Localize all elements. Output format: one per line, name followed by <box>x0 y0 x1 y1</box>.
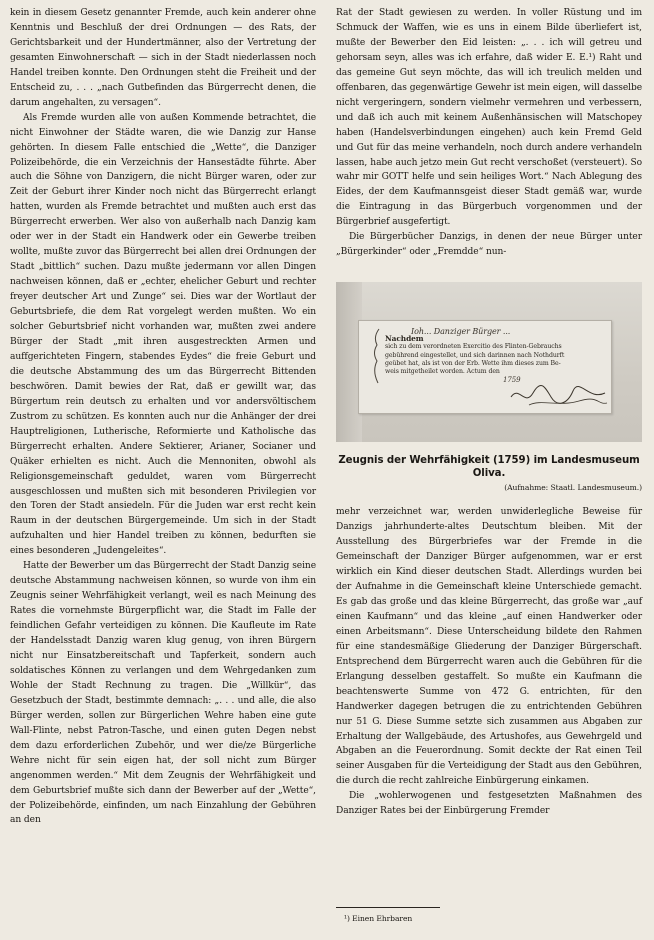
paragraph: Rat der Stadt gewiesen zu werden. In voller Rüstung und im Schmuck der Waffen, wie es uns in einem Bilde überliefert ist, mußte der Bewerber den Eid leisten: „. . . ich will getreu und gehorsam seyn, alles was ich erfahre, daß wider E. E.¹) Raht und das gemeine Gut seyn möchte, das will ich treulich melden und offenbaren, das gegenwärtige Gewehr ist mein eigen, will dasselbe nicht vergeringern, sondern vielmehr vermehren und verbessern, und daß ich auch mit keinem Außenhänsischen will Matschopey haben (Handelsverbindungen eingehen) auch kein Fremd Geld und Gut für das meine verhandeln, noch durch andere verhandeln lassen, habe auch jetzo mein Gut recht verschoßet (versteuert). So wahr mir GOTT helfe und sein heiliges Wort.“ Nach Ablegung des Eides, der dem Kaufmannsgeist dieser Stadt gemäß war, wurde die Eintragung in das Bürgerbuch vorgenommen und der Bürgerbrief ausgefertigt. <box>336 8 642 228</box>
certificate-year: 1759 <box>503 376 521 385</box>
certificate-line: sich zu dem verordneten Exercitio des Flinten-Gebrauchs <box>385 343 562 351</box>
figure-credit: (Aufnahme: Staatl. Landesmuseum.) <box>504 483 642 493</box>
certificate-handwritten-name: Ioh... Danziger Bürger ... <box>411 327 511 337</box>
figure <box>336 282 642 493</box>
left-column <box>10 6 316 828</box>
certificate-line: weis mitgetheilet worden. Actum den <box>385 368 500 376</box>
paragraph: Hatte der Bewerber um das Bürgerrecht der Stadt Danzig seine deutsche Abstammung nachweisen können, so wurde von ihm ein Zeugnis seiner Wehrfähigkeit verlangt, weil es nach Meinung des Rates die vornehmste Bürgerpflicht war, die Stadt im Falle der feindlichen Gefahr verteidigen zu können. Die Kaufleute im Rate der Handelsstadt Danzig waren klug genug, von ihren Bürgern nicht nur Einsatzbereitschaft und Tapferkeit, sondern auch soldatisches Können zu verlangen und dem Wehrgedanken zum Wohle der Stadt Rechnung zu tragen. Die „Willkür“, das Gesetzbuch der Stadt, bestimmte demnach: „. . . und alle, die also Bürger werden, sollen zur Bürgerlichen Wehre haben eine gute Wall-Flinte, nebst Patron-Tasche, und einen guten Degen nebst dem dazu erforderlichen Zubehör, und wer die/ze Bürgerliche Wehre nicht für sein eigen hat, der soll nicht zum Bürger angenommen werden.“ Mit dem Zeugnis der Wehrfähigkeit und dem Geburtsbrief mußte sich dann der Bewerber auf der „Wette“, der Polizeibehörde, einfinden, um nach Einzahlung der Gebühren an den <box>10 561 316 826</box>
certificate-line: geübet hat, als ist von der Erb. Wette ihm dieses zum Be- <box>385 359 561 367</box>
signature-scribble <box>509 383 609 409</box>
footnote: ¹) Einen Ehrbaren <box>344 914 413 923</box>
certificate-document <box>358 320 612 414</box>
right-column-lower <box>336 505 642 819</box>
certificate-printed-text <box>385 335 607 376</box>
figure-caption: Zeugnis der Wehrfähigkeit (1759) im Landesmuseum Oliva. <box>338 455 640 480</box>
paragraph: mehr verzeichnet war, werden unwiderlegliche Beweise für Danzigs jahrhunderte-altes Deutschtum bleiben. Mit der Ausstellung des Bürgerbriefes war der Fremde in die Gemeinschaft der Danziger Bürger aufgenommen, war er erst wirklich ein Kind dieser deutschen Stadt. Allerdings wurden bei der Aufnahme in die Gemeinschaft kleine Unterschiede gemacht. Es gab das große und das kleine Bürgerrecht, das große war „auf einen Kaufmann“ und das kleine „auf einen Handwerker oder einen Arbeitsmann“. Diese Unterscheidung bildete den Rahmen für eine standesmäßige Gliederung der Danziger Bürgerschaft. Entsprechend dem Bürgerrecht waren auch die Gebühren für die Erlangung desselben gestaffelt. So mußte ein Kaufmann die beachtenswerte Summe von 472 G. entrichten, für den Handwerker dagegen betrugen die zu entrichtenden Gebühren nur 51 G. Diese Summe setzte sich zusammen aus Abgaben zur Erhaltung der Wallgebäude, des Artushofes, aus Gewehrgeld und Abgaben an die Feuerordnung. Somit deckte der Rat einen Teil seiner Ausgaben für die Verteidigung der Stadt aus den Gebühren, die durch die recht zahlreiche Einbürgerung einkamen. <box>336 507 642 787</box>
certificate-line: Nachdem <box>385 334 424 344</box>
footnote-divider <box>336 907 440 908</box>
right-column <box>336 6 642 932</box>
certificate-line: gebührend eingestellet, und sich darinnen nach Nothdurft <box>385 351 565 359</box>
decorative-bracket-icon <box>371 327 381 387</box>
paragraph: Als Fremde wurden alle von außen Kommende betrachtet, die nicht Einwohner der Städte waren, die wie Danzig zur Hanse gehörten. In diesem Falle entschied die „Wette“, die Danziger Polizeibehörde, die ein Verzeichnis der Hansestädte führte. Aber auch die Söhne von Danzigern, die nicht Bürger waren, oder zur Zeit der Geburt ihrer Kinder noch nicht das Bürgerrecht erlangt hatten, wurden als Fremde betrachtet und mußten auch erst das Bürgerrecht erwerben. Wer also von außerhalb nach Danzig kam oder wer in der Stadt ein Handwerk oder ein Gewerbe treiben wollte, mußte zuvor das Bürgerrecht bei allen drei Ordnungen der Stadt „bittlich“ suchen. Dazu mußte jedermann vor allen Dingen nachweisen können, daß er „echter, ehelicher Geburt und rechter freyer deutscher Art und Zunge“ sei. Dies war der Wortlaut der Geburtsbriefe, die dem Rat vorgelegt werden mußten. Wo ein solcher Geburtsbrief nicht vorhanden war, mußten zwei andere Bürger der Stadt „mit ihren ausgestreckten Armen und auffgerichteten Fingern, stabendes Eydes“ die freie Geburt und die deutsche Abstammung des um das Bürgerrecht Bittenden beschwören. Damit bewies der Rat, daß er gewillt war, das Bürgertum rein deutsch zu erhalten und vor andersvöltischem Zustrom zu schützen. Es konnten auch nur die Anhänger der drei Hauptreligionen, Lutherische, Reformierte und Katholische das Bürgerrecht erhalten. Andere Sektierer, Arianer, Socianer und Quäker erhielten es nicht. Auch die Mennoniten, obwohl als Religionsgemeinschaft geduldet, waren vom Bürgerrecht ausgeschlossen und mußten sich mit besonderen Privilegien vor den Toren der Stadt ansiedeln. Für die Juden war erst recht kein Raum in der deutschen Bürgergemeinde. Um sich in der Stadt aufzuhalten und hier Handel treiben zu können, bedurften sie eines besonderen „Judengeleites“. <box>10 112 316 557</box>
paragraph: kein in diesem Gesetz genannter Fremde, auch kein anderer ohne Kenntnis und Beschluß der drei Ordnungen — des Rats, der Gerichtsbarkeit und der Hundertmänner, also der Vertretung der gesamten Einwohnerschaft — sich in der Stadt niederlassen noch Handel treiben konnte. Den Ordnungen steht die Freiheit und der Entscheid zu, . . . „nach Gutbefinden das Bürgerrecht denen, die darum angehalten, zu versagen“. <box>10 8 316 108</box>
certificate-photo <box>336 282 642 442</box>
paragraph: Die „wohlerwogenen und festgesetzten Maßnahmen des Danziger Rates bei der Einbürgerung Fremder <box>336 791 642 817</box>
paragraph: Die Bürgerbücher Danzigs, in denen der neue Bürger unter „Bürgerkinder“ oder „Fremdde“ nun- <box>336 232 642 258</box>
